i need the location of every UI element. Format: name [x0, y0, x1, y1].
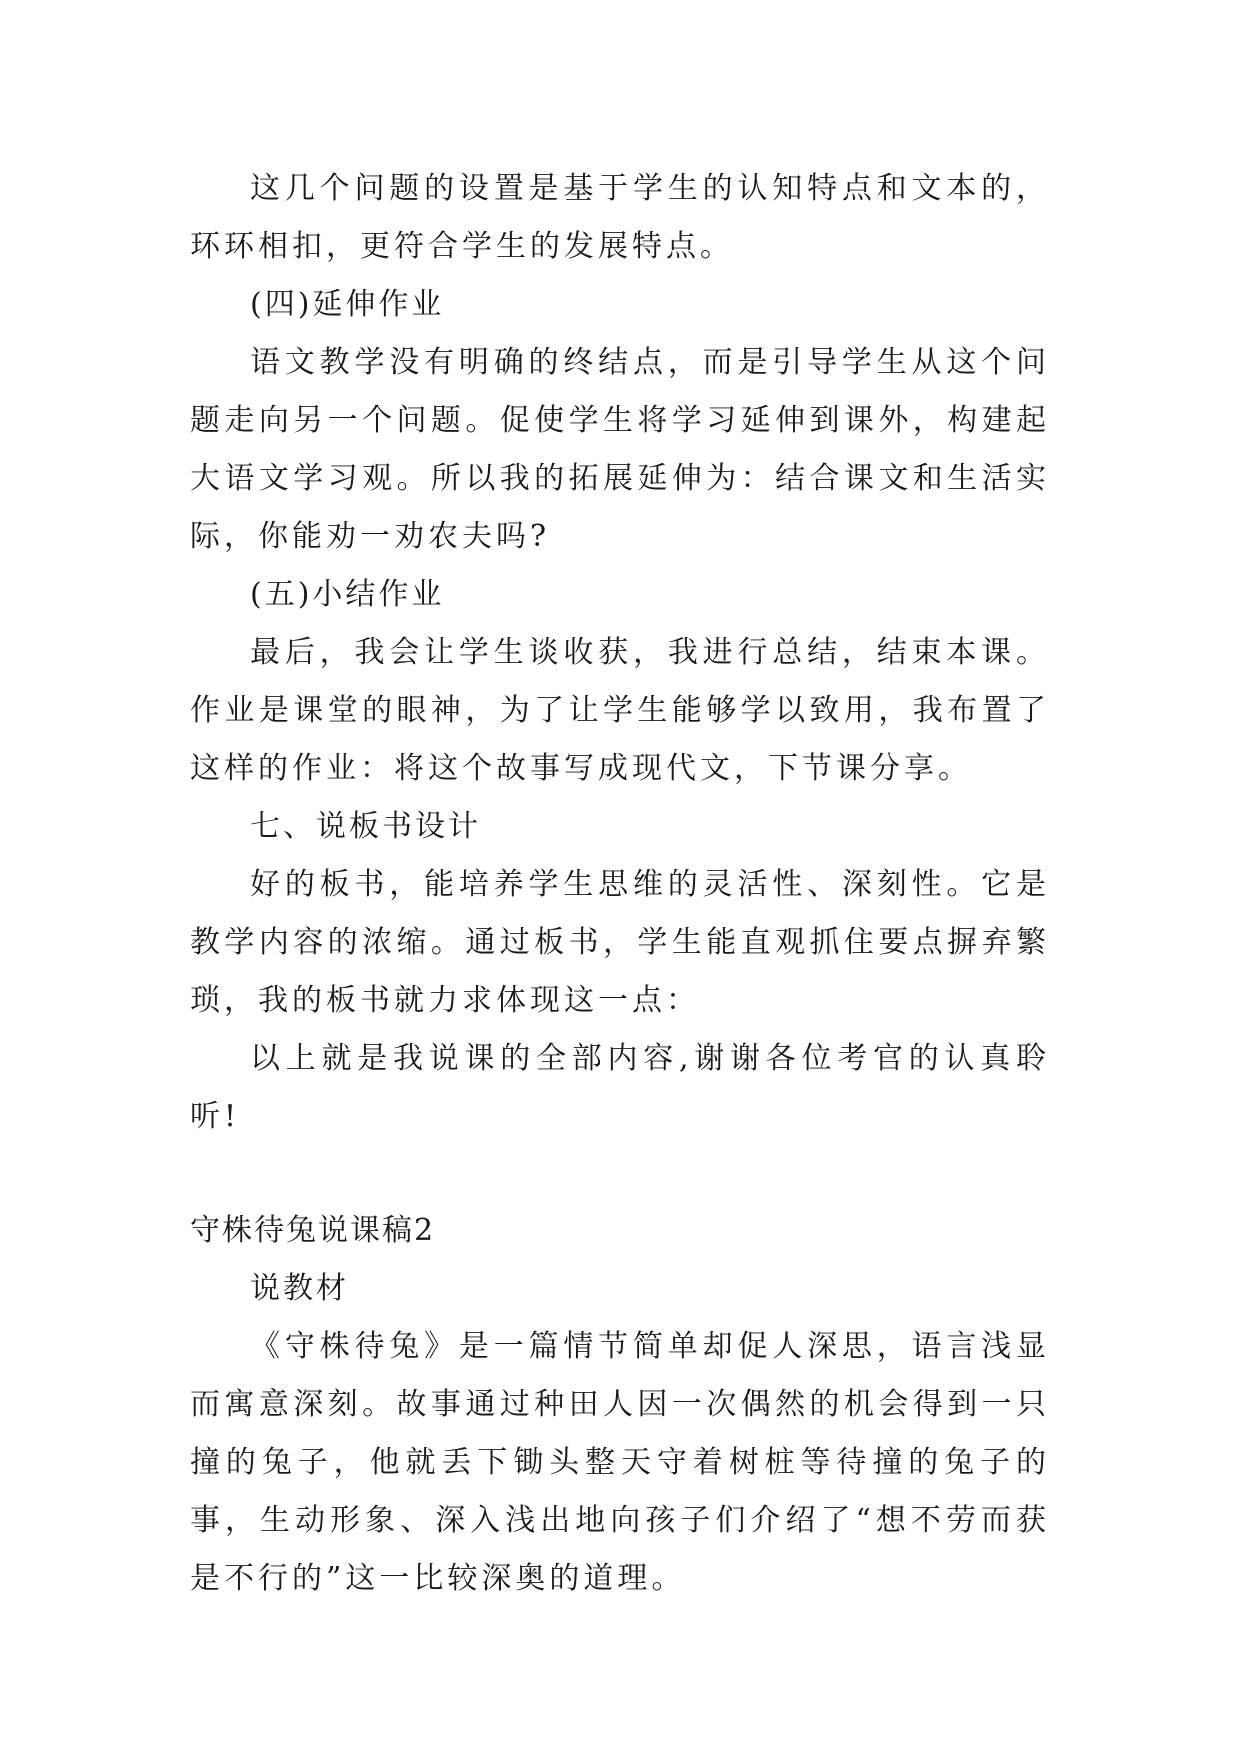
document-body	[190, 160, 1050, 1608]
paragraph-extension: 语文教学没有明确的终结点，而是引导学生从这个问题走向另一个问题。促使学生将学习延伸到课外，构建起大语文学习观。所以我的拓展延伸为：结合课文和生活实际，你能劝一劝农夫吗?	[190, 345, 1050, 554]
heading-teaching-material: 说教材	[250, 1271, 349, 1306]
paragraph-closing: 以上就是我说课的全部内容,谢谢各位考官的认真聆听!	[190, 1041, 1050, 1134]
paragraph-blackboard: 好的板书，能培养学生思维的灵活性、深刻性。它是教学内容的浓缩。通过板书，学生能直观抓住要点摒弃繁琐，我的板书就力求体现这一点：	[190, 867, 1050, 1018]
section-spacer	[190, 1146, 1050, 1202]
heading-summary-homework: (五)小结作业	[250, 577, 445, 612]
heading-blackboard-design: 七、说板书设计	[250, 809, 481, 844]
paragraph-summary: 最后，我会让学生谈收获，我进行总结，结束本课。作业是课堂的眼神，为了让学生能够学以致用，我布置了这样的作业：将这个故事写成现代文，下节课分享。	[190, 635, 1050, 786]
paragraph-question-design: 这几个问题的设置是基于学生的认知特点和文本的，环环相扣，更符合学生的发展特点。	[190, 171, 1050, 264]
heading-extension-homework: (四)延伸作业	[250, 287, 445, 322]
paragraph-material: 《守株待兔》是一篇情节简单却促人深思，语言浅显而寓意深刻。故事通过种田人因一次偶然的机会得到一只撞的兔子，他就丢下锄头整天守着树桩等待撞的兔子的事，生动形象、深入浅出地向孩子们介绍了“想不劳而获是不行的”这一比较深奥的道理。	[190, 1329, 1050, 1596]
section-title: 守株待兔说课稿2	[190, 1213, 436, 1248]
